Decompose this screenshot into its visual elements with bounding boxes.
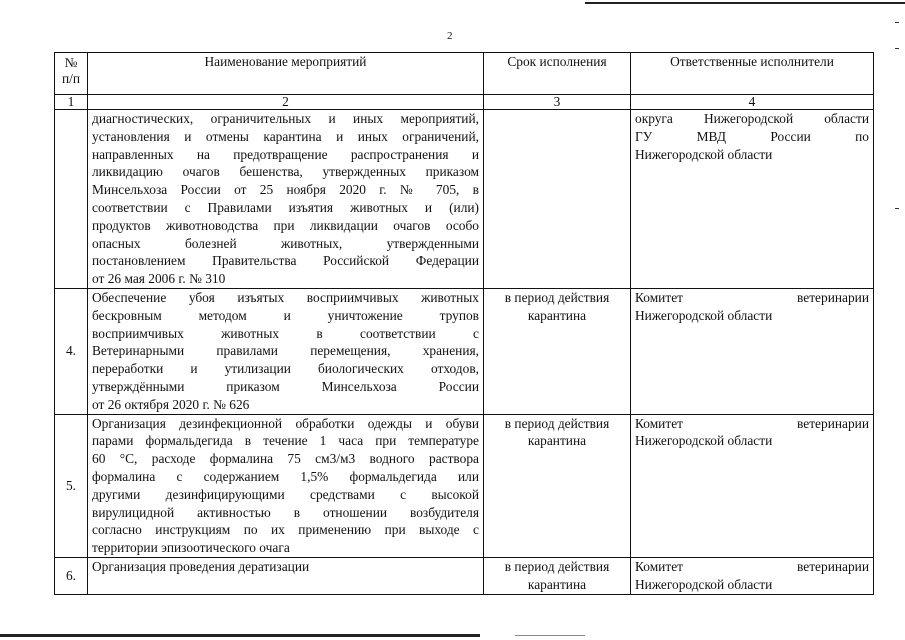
text-line: карантина	[527, 307, 587, 323]
measures-table	[54, 52, 874, 595]
text-line: Обеспечение убоя изъятых восприимчивых животных	[92, 289, 479, 305]
header-resp: Ответственные исполнители	[631, 53, 874, 95]
row-term	[484, 557, 631, 594]
text-line: Организация проведения дератизации	[92, 558, 310, 574]
row-responsible	[631, 110, 874, 289]
text-line: территории эпизоотического очага	[92, 540, 290, 556]
text-line: округа Нижегородской области	[635, 111, 869, 126]
table-row	[55, 288, 874, 414]
text-line: согласно инструкциям по их применению при выходе с	[92, 522, 479, 538]
row-term	[484, 288, 631, 414]
scan-border-bottom	[515, 635, 585, 636]
column-index: 1	[55, 95, 88, 110]
header-name: Наименование мероприятий	[88, 53, 484, 95]
row-number	[55, 110, 88, 289]
text-line: Нижегородской области	[635, 433, 773, 449]
column-index: 2	[88, 95, 484, 110]
text-line: ГУ МВД России по	[635, 128, 869, 144]
header-num: № п/п	[55, 53, 88, 95]
column-index-row	[55, 95, 874, 110]
scan-mark	[895, 22, 899, 23]
row-term	[484, 110, 631, 289]
text-line: Комитет ветеринарии	[635, 289, 869, 305]
text-line: от 26 мая 2006 г. № 310	[92, 271, 226, 287]
row-description	[88, 557, 484, 594]
text-line: в период действия	[504, 415, 610, 431]
table-row	[55, 110, 874, 289]
text-line: Минсельхоза России от 25 ноября 2020 г. № 705, в	[92, 182, 479, 198]
text-line: Комитет ветеринарии	[635, 415, 869, 431]
text-line: карантина	[527, 576, 587, 592]
text-line: утверждёнными приказом Минсельхоза России	[92, 378, 479, 394]
text-line: продуктов животноводства при ликвидации очагов особо	[92, 217, 479, 233]
text-line: опасных болезней животных, утвержденными	[92, 235, 479, 251]
text-line: другими дезинфицирующими средствами с высокой	[92, 486, 479, 502]
row-description	[88, 414, 484, 557]
row-description	[88, 110, 484, 289]
row-responsible	[631, 414, 874, 557]
text-line: Комитет ветеринарии	[635, 558, 869, 574]
text-line: формалина с содержанием 1,5% формальдегида или	[92, 468, 479, 484]
text-line: вирулицидной активностью в отношении возбудителя	[92, 504, 479, 520]
text-line: в период действия	[504, 289, 610, 305]
text-line: Организация дезинфекционной обработки одежды и обуви	[92, 415, 479, 431]
text-line: Нижегородской области	[635, 576, 773, 592]
scan-mark	[895, 48, 899, 49]
column-index: 3	[484, 95, 631, 110]
text-line: соответствии с Правилами изъятия животных и (или)	[92, 199, 479, 215]
text-line: карантина	[527, 433, 587, 449]
text-line: Ветеринарными правилами перемещения, хранения,	[92, 343, 479, 359]
text-line: направленных на предотвращение распространения и	[92, 146, 479, 162]
row-number: 5.	[55, 414, 88, 557]
text-line: постановлением Правительства Российской Федерации	[92, 253, 479, 269]
text-line: бескровным методом и уничтожение трупов	[92, 307, 479, 323]
text-line: восприимчивых животных в соответствии с	[92, 325, 479, 341]
text-line: ликвидацию очагов бешенства, утвержденных приказом	[92, 164, 479, 180]
scan-mark	[895, 208, 899, 209]
table-header-row	[55, 53, 874, 95]
text-line: в период действия	[504, 558, 610, 574]
page-number: 2	[447, 30, 453, 42]
row-responsible	[631, 557, 874, 594]
header-term: Срок исполнения	[484, 53, 631, 95]
text-line: установления и отмены карантина и иных ограничений,	[92, 128, 479, 144]
table-row	[55, 557, 874, 594]
scan-border-top	[585, 2, 905, 4]
row-number: 6.	[55, 557, 88, 594]
column-index: 4	[631, 95, 874, 110]
row-description	[88, 288, 484, 414]
text-line: переработки и утилизации биологических отходов,	[92, 361, 479, 377]
text-line: парами формальдегида в течение 1 часа при температуре	[92, 433, 479, 449]
text-line: диагностических, ограничительных и иных мероприятий,	[92, 111, 479, 126]
text-line: Нижегородской области	[635, 146, 773, 162]
text-line: 60 °С, расходе формалина 75 см3/м3 водного раствора	[92, 451, 479, 467]
scan-border-bottom	[0, 634, 480, 637]
text-line: Нижегородской области	[635, 307, 773, 323]
row-number: 4.	[55, 288, 88, 414]
table-row	[55, 414, 874, 557]
row-responsible	[631, 288, 874, 414]
text-line: от 26 октября 2020 г. № 626	[92, 396, 250, 412]
row-term	[484, 414, 631, 557]
